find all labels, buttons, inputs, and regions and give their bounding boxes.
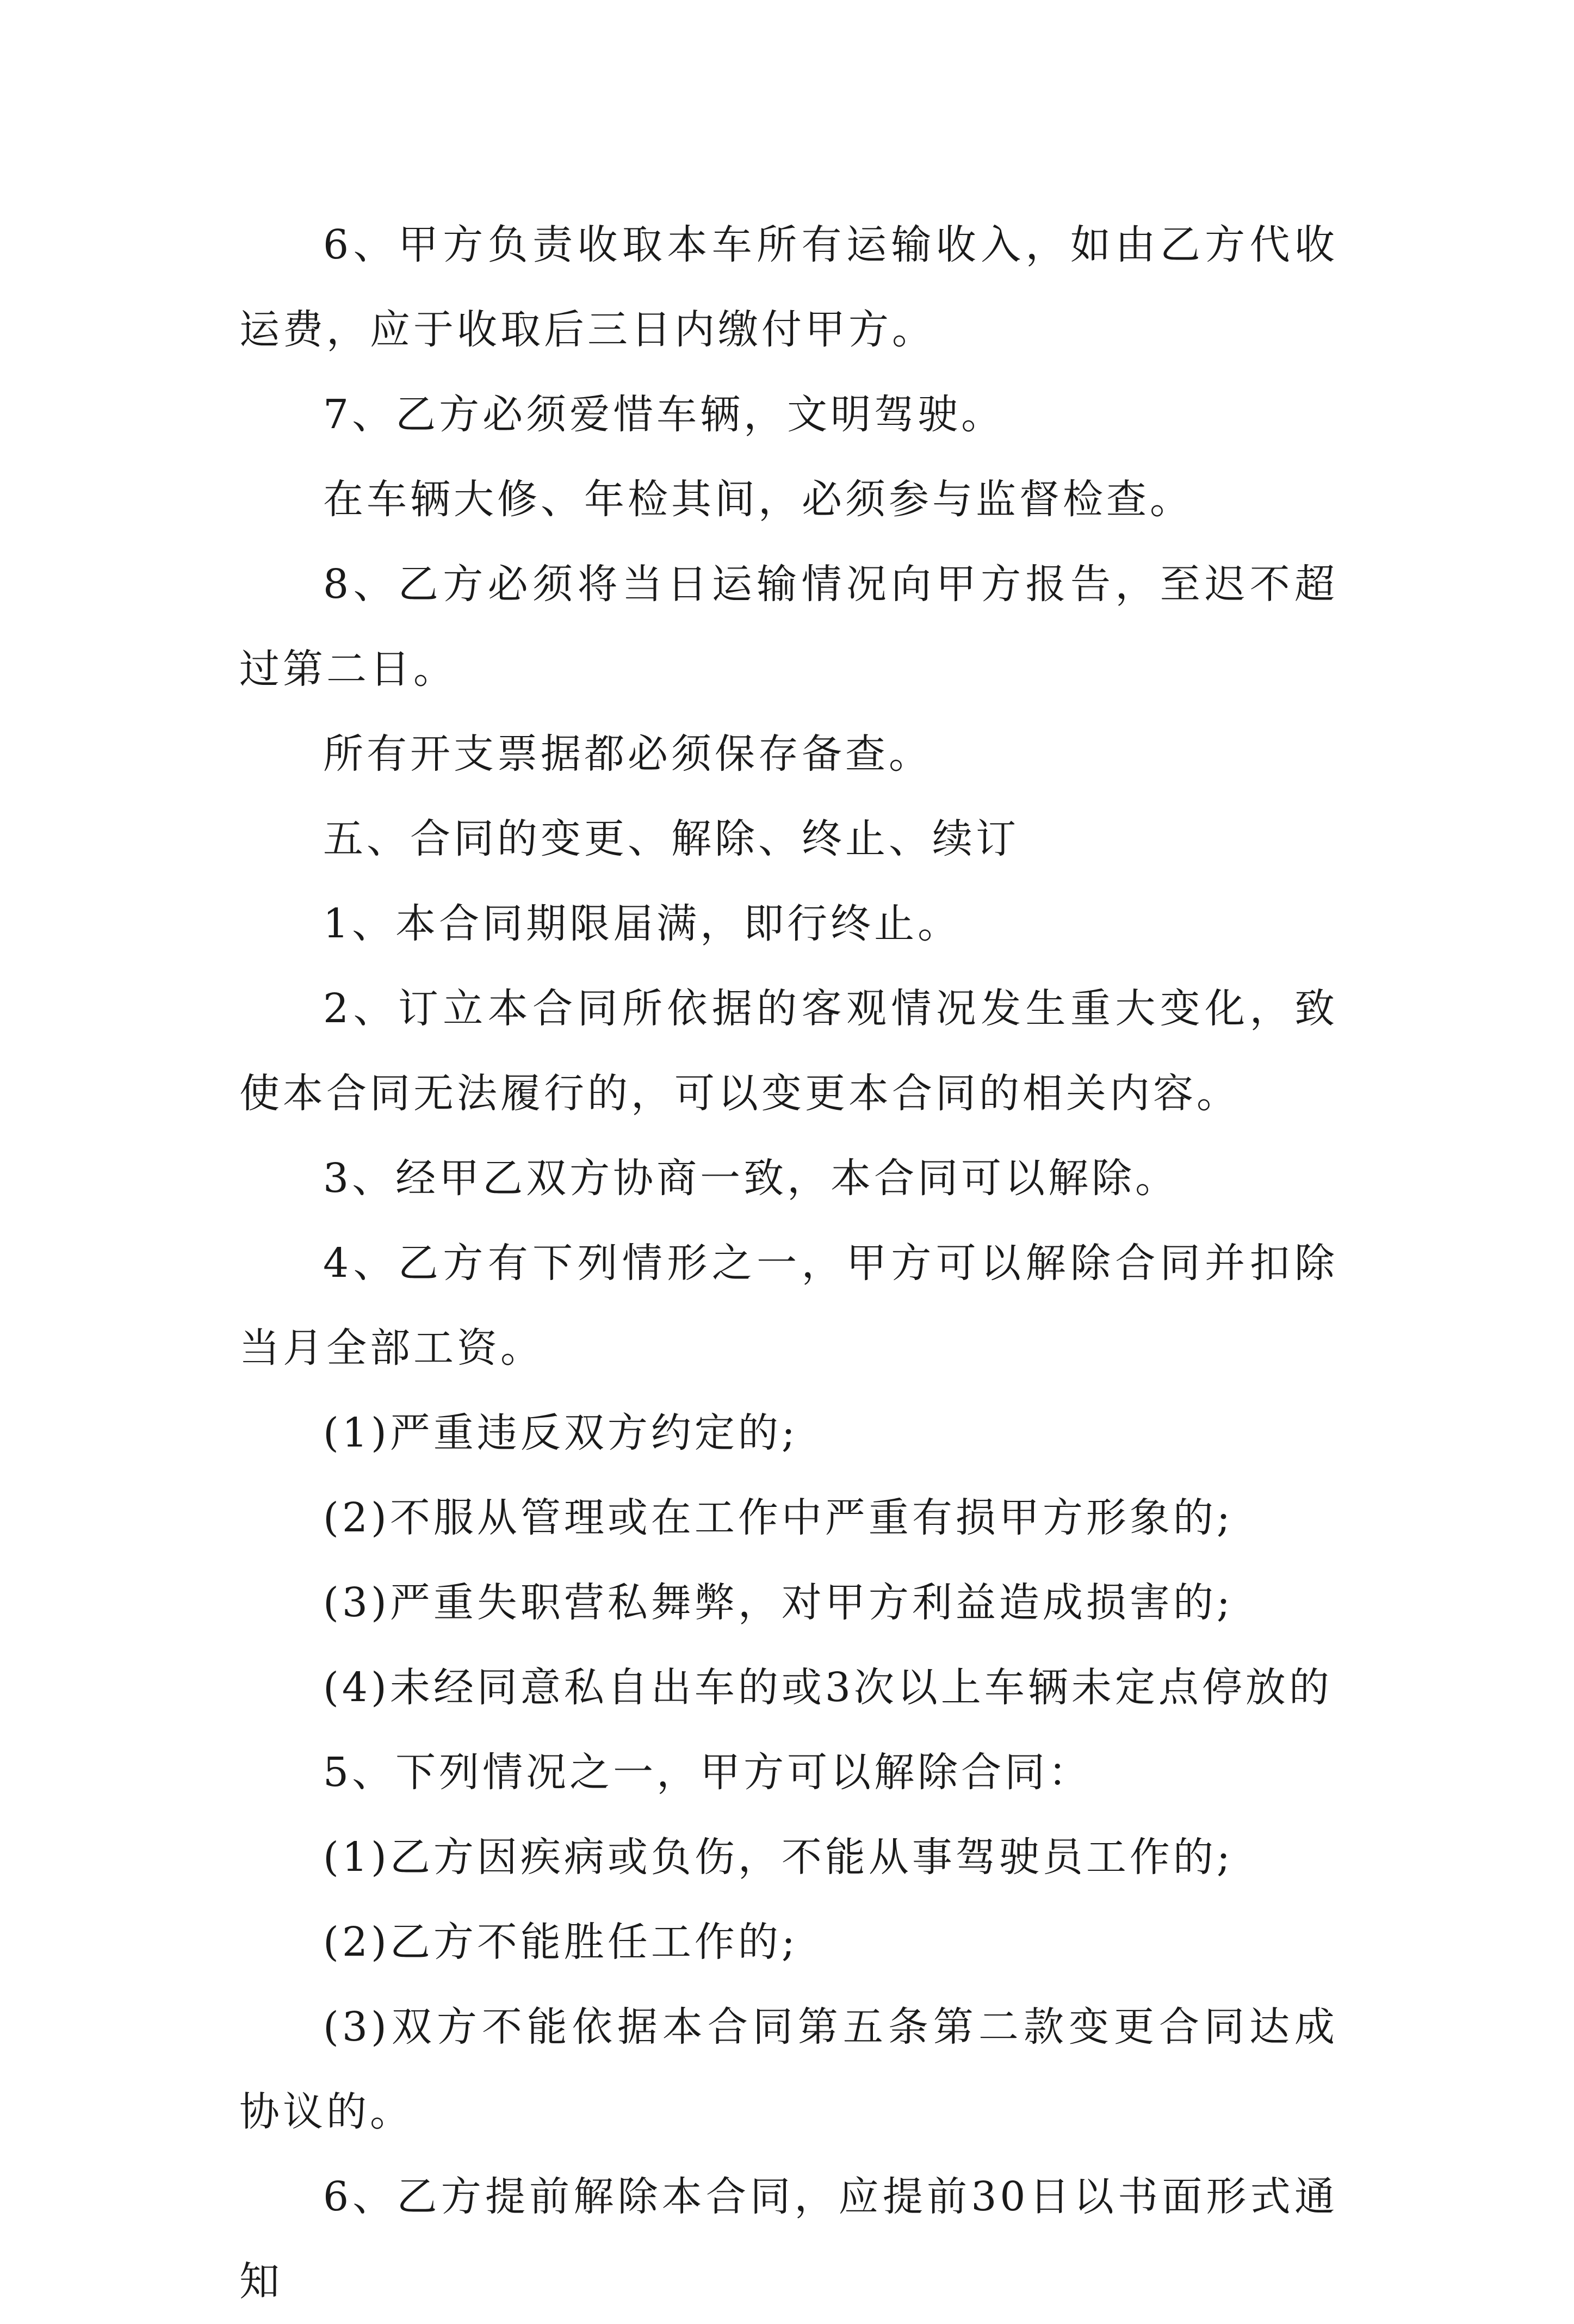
sub-item-4-4: (4)未经同意私自出车的或3次以上车辆未定点停放的 [323,1664,1333,1711]
sub-item-5-2: (2)乙方不能胜任工作的; [323,1919,798,1965]
paragraph-item-1: 1、本合同期限届满，即行终止。 [323,900,962,947]
document-body [239,202,1338,2324]
section-heading-five: 五、合同的变更、解除、终止、续订 [323,815,1019,862]
sub-item-4-1: (1)严重违反双方约定的; [323,1410,798,1456]
sub-item-5-1: (1)乙方因疾病或负伤，不能从事驾驶员工作的; [323,1834,1234,1881]
paragraph-clause-7-vehicle-care: 7、乙方必须爱惜车辆，文明驾驶。 [323,391,1005,438]
paragraph-receipts: 所有开支票据都必须保存备查。 [323,731,932,777]
paragraph-item-3: 3、经甲乙双方协商一致，本合同可以解除。 [323,1155,1179,1202]
sub-item-5-3: (3)双方不能依据本合同第五条第二款变更合同达成协议的。 [239,2004,1338,2135]
paragraph-clause-6-fees: 6、甲方负责收取本车所有运输收入，如由乙方代收运费，应于收取后三日内缴付甲方。 [239,221,1338,353]
paragraph-clause-8-report: 8、乙方必须将当日运输情况向甲方报告，至迟不超过第二日。 [239,561,1338,693]
sub-item-4-2: (2)不服从管理或在工作中严重有损甲方形象的; [323,1494,1234,1541]
paragraph-item-6: 6、乙方提前解除本合同，应提前30日以书面形式通知 [239,2173,1338,2305]
paragraph-inspection: 在车辆大修、年检其间，必须参与监督检查。 [323,476,1193,523]
paragraph-item-4: 4、乙方有下列情形之一，甲方可以解除合同并扣除当月全部工资。 [239,1240,1338,1371]
paragraph-item-2: 2、订立本合同所依据的客观情况发生重大变化，致使本合同无法履行的，可以变更本合同的相关内容。 [239,985,1338,1117]
sub-item-4-3: (3)严重失职营私舞弊，对甲方利益造成损害的; [323,1579,1234,1626]
paragraph-item-5: 5、下列情况之一，甲方可以解除合同： [323,1749,1092,1796]
